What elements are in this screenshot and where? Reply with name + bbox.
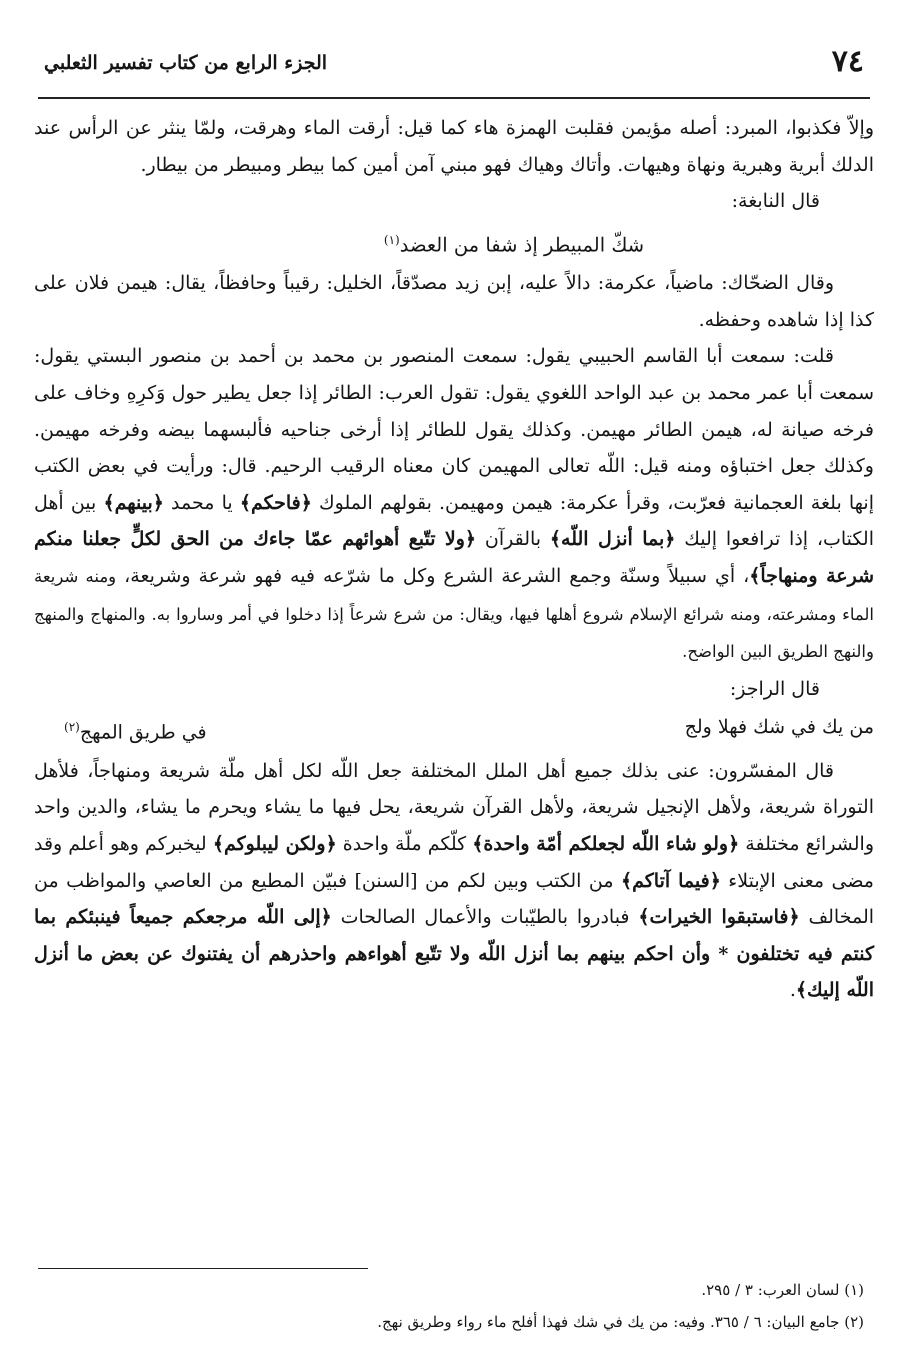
paragraph-3-text-a: قلت: سمعت أبا القاسم الحبيبي يقول: سمعت المنصور بن محمد بن أحمد بن منصور البستي يقول: سمعت أبا عمر محمد بن عبد الواحد اللغوي يقول: تقول العرب: الطائر إذا جعل يطير حول وَكرِهِ وخاف على فرخه صيانة له، هيمن الطائر مهيمن. وكذلك يقول للطائر إذا أرخى جناحيه فألبسهما بيضه وفرخه مهيمن. وكذلك جعل اختباؤه ومنه قيل: اللّه تعالى المهيمن كان معناه الرقيب الرحيم. قال: ورأيت في بعض الكتب إنها بلغة العجمانية فعرّبت، وقرأ عكرمة: هيمن ومهيمن. بقولهم الملوك <box>34 345 874 514</box>
paragraph-3 <box>34 338 874 670</box>
label-nabigha: قال النابغة: <box>731 190 820 213</box>
paragraph-4-text-d: من الكتب وبين لكم من [السنن] فبيّن المطيع من العاصي والمواظب من المخالف <box>34 869 875 929</box>
verse-2-first-hemistich: من يك في شك فهلا ولج <box>684 716 874 739</box>
paragraph-3-text-d: بالقرآن <box>476 528 550 551</box>
header-divider <box>38 97 870 99</box>
quran-wala-tattabi: ﴿ولا تتّبع أهوائهم عمّا جاءك من الحق لكلٍّ جعلنا منكم شرعة ومنهاجاً﴾ <box>34 528 874 588</box>
footnote-2: (٢) جامع البيان: ٦ / ٣٦٥. وفيه: من يك في شك فهذا أفلح ماء رواء وطريق نهج. <box>377 1313 864 1331</box>
quran-baynahum: ﴿بينهم﴾ <box>103 491 164 514</box>
verse-2-second-text: في طريق المهج <box>79 721 207 744</box>
footnote-ref-1: (١) <box>383 232 400 247</box>
paragraph-4-text-c: ليخبركم وهو أعلم وقد مضى معنى الإبتلاء <box>34 832 874 892</box>
verse-2-second-hemistich <box>64 707 207 752</box>
paragraph-4-end: . <box>789 979 796 1002</box>
quran-bima-anzala: ﴿بما أنزل اللّه﴾ <box>549 528 676 551</box>
paragraph-4 <box>34 753 874 1009</box>
paragraph-3-text-c: بين أهل الكتاب، إذا ترافعوا إليك <box>34 491 874 551</box>
paragraph-3-text-e: ، أي سبيلاً وسنّة وجمع الشرعة الشرع وكل ما شرّعه فيه فهو شرعة وشريعة، <box>124 565 750 588</box>
paragraph-2: وقال الضحّاك: ماضياً، عكرمة: دالاً عليه، إبن زيد مصدّقاً، الخليل: رقيباً وحافظاً، يقال: هيمن فلان على كذا إذا شاهده وحفظه. <box>34 272 874 331</box>
verse-2 <box>34 707 874 752</box>
footnotes <box>40 1274 864 1338</box>
running-title: الجزء الرابع من كتاب تفسير الثعلبي <box>44 52 328 74</box>
quran-fahkum: ﴿فاحكم﴾ <box>239 491 312 514</box>
quran-fima-atakum: ﴿فيما آتاكم﴾ <box>620 869 721 892</box>
quran-walakin: ﴿ولكن ليبلوكم﴾ <box>212 832 337 855</box>
paragraph-4-text-b: كلّكم ملّة واحدة <box>336 832 473 855</box>
paragraph-1: وإلاّ فكذبوا، المبرد: أصله مؤيمن فقلبت الهمزة هاء كما قيل: أرقت الماء وهرقت، ولمّا ينثر عن الرأس عند الدلك أبرية وهبرية ونهاة وهيهات. وأتاك وهياك فهو مبني آمن أمين كما بيطر ومبيطر من بيطار. <box>34 117 874 176</box>
paragraph-3-text-b: يا محمد <box>163 491 240 514</box>
page-number: ٧٤ <box>831 44 864 79</box>
quran-fastabiqu: ﴿فاستبقوا الخيرات﴾ <box>638 906 800 929</box>
footnote-1: (١) لسان العرب: ٣ / ٢٩٥. <box>701 1281 864 1299</box>
page-header <box>38 40 870 90</box>
verse-1 <box>34 220 874 266</box>
quran-ila-allah: ﴿إلى اللّه مرجعكم جميعاً فينبئكم بما كنتم فيه تختلفون * وأن احكم بينهم بما أنزل اللّه ولا تتّبع أهواءهم واحذرهم أن يفتنوك عن بعض ما أنزل اللّه إليك﴾ <box>34 906 874 1002</box>
paragraph-3-text-f: ومنه شريعة الماء ومشرعته، ومنه شرائع الإسلام شروع أهلها فيها، ويقال: من شرع شرعاً إذا دخلوا في أمر وساروا به. والمنهاج والمنهج والنهج الطريق البين الواضح. <box>34 567 875 662</box>
paragraph-4-text-a: قال المفسّرون: عنى بذلك جميع أهل الملل المختلفة جعل اللّه لكل أهل ملّة شريعة ومنهاجاً، فلأهل التوراة شريعة، ولأهل الإنجيل شريعة، ولأهل القرآن شريعة، يحل فيها ما يشاء ويحرم ما يشاء، والدين واحد والشرائع مختلفة <box>34 759 874 855</box>
footnote-ref-2: (٢) <box>64 720 80 735</box>
main-text <box>34 110 874 1009</box>
paragraph-4-text-e: فبادروا بالطيّبات والأعمال الصالحات <box>331 906 639 929</box>
quran-law-shaa: ﴿ولو شاء اللّه لجعلكم أمّة واحدة﴾ <box>472 832 740 855</box>
verse-1-text: شكّ المبيطر إذ شفا من العضد <box>399 233 645 257</box>
label-rajiz: قال الراجز: <box>729 677 820 700</box>
footnote-divider <box>38 1268 368 1269</box>
